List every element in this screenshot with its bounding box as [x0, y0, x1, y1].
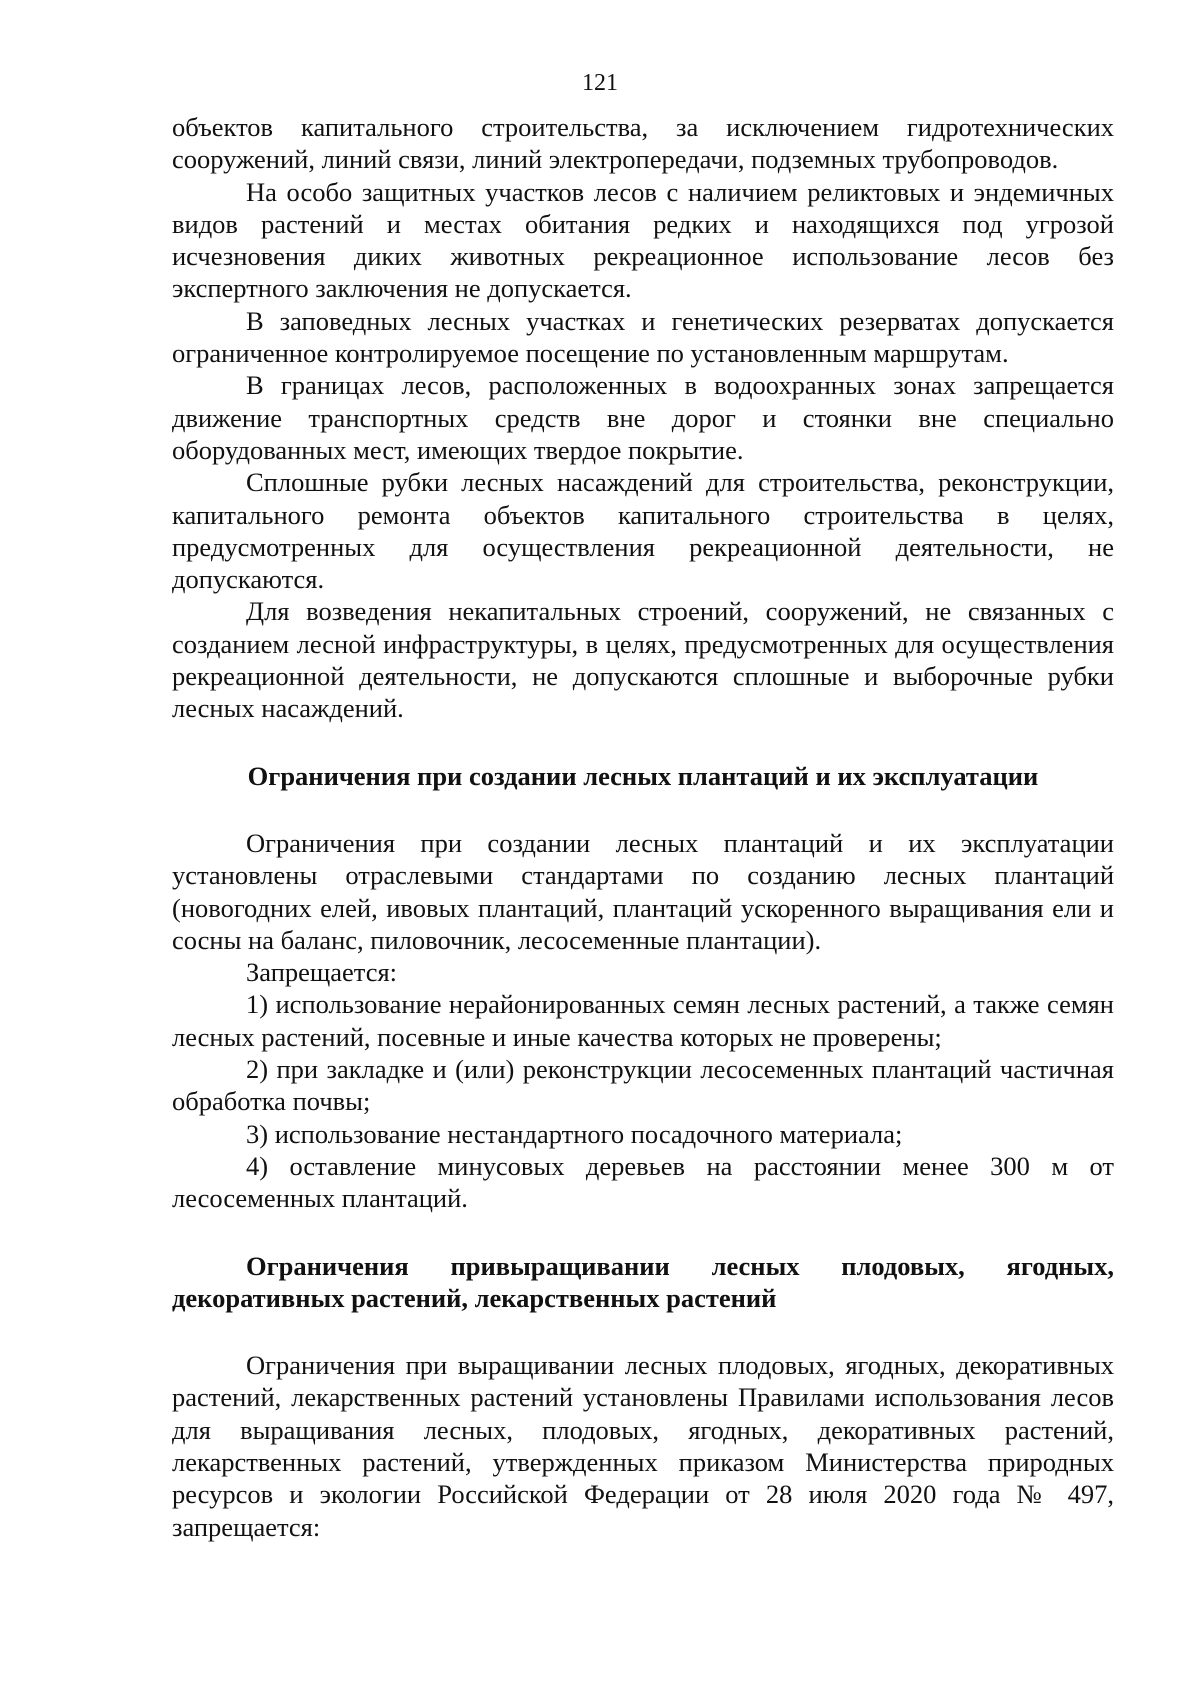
section-heading-cultivation: Ограничения привыращивании лесных плодовых, ягодных, декоративных растений, лекарственных растений [172, 1250, 1114, 1313]
page-number: 121 [582, 70, 618, 96]
paragraph-continuation: объектов капитального строительства, за исключением гидротехнических сооружений, линий связи, линий электропередачи, подземных трубопроводов. [172, 112, 1114, 175]
paragraph-non-capital-structures: Для возведения некапитальных строений, сооружений, не связанных с созданием лесной инфраструктуры, в целях, предусмотренных для осуществления рекреационной деятельности, не допускаются сплошные и выборочные рубки лесных насаждений. [172, 596, 1114, 724]
list-item-2: 2) при закладке и (или) реконструкции лесосеменных плантаций частичная обработка почвы; [172, 1054, 1114, 1117]
paragraph-clear-cutting: Сплошные рубки лесных насаждений для строительства, реконструкции, капитального ремонта объектов капитального строительства в целях, предусмотренных для осуществления рекреационной деятельности, не допускаются. [172, 467, 1114, 595]
paragraph-cultivation-rules: Ограничения при выращивании лесных плодовых, ягодных, декоративных растений, лекарственных растений установлены Правилами использования лесов для выращивания лесных, плодовых, ягодных, декоративных растений, лекарственных растений, утвержденных приказом Министерства природных ресурсов и экологии Российской Федерации от 28 июля 2020 года № 497, запрещается: [172, 1350, 1114, 1542]
section-heading-forest-plantations: Ограничения при создании лесных плантаций и их эксплуатации [247, 760, 1039, 791]
paragraph-plantation-standards: Ограничения при создании лесных плантаций и их эксплуатации установлены отраслевыми стандартами по созданию лесных плантаций (новогодних елей, ивовых плантаций, плантаций ускоренного выращивания ели и сосны на баланс, пиловочник, лесосеменные плантации). [172, 827, 1114, 955]
paragraph-protective-areas: На особо защитных участков лесов с наличием реликтовых и эндемичных видов растений и местах обитания редких и находящихся под угрозой исчезновения диких животных рекреационное использование лесов без экспертного заключения не допускается. [172, 176, 1114, 304]
list-item-3: 3) использование нестандартного посадочного материала; [246, 1118, 903, 1149]
paragraph-water-protection-zones: В границах лесов, расположенных в водоохранных зонах запрещается движение транспортных средств вне дорог и стоянки вне специально оборудованных мест, имеющих твердое покрытие. [172, 370, 1114, 465]
list-item-1: 1) использование нерайонированных семян лесных растений, а также семян лесных растений, посевные и иные качества которых не проверены; [172, 989, 1114, 1052]
list-item-4: 4) оставление минусовых деревьев на расстоянии менее 300 м от лесосеменных плантаций. [172, 1150, 1114, 1214]
paragraph-prohibited-intro: Запрещается: [246, 957, 398, 988]
paragraph-reserved-areas: В заповедных лесных участках и генетических резерватах допускается ограниченное контролируемое посещение по установленным маршрутам. [172, 305, 1114, 369]
document-body [172, 111, 1114, 1543]
